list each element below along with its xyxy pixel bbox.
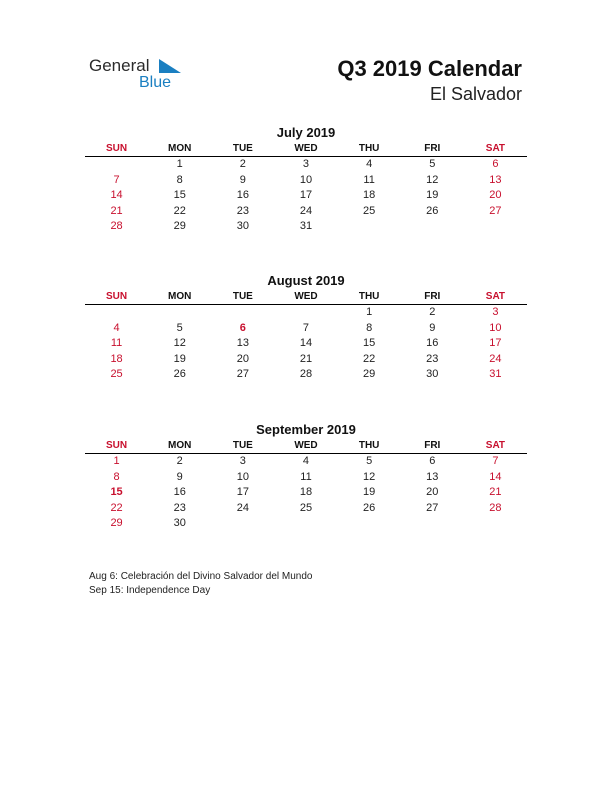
day-cell: 19 [363, 486, 376, 498]
day-cell: 19 [426, 189, 439, 201]
day-cell: 28 [489, 501, 502, 514]
holiday-notes [89, 570, 312, 598]
month-august [85, 272, 527, 383]
holiday-note: Sep 15: Independence Day [89, 585, 211, 596]
weekday-sat: SAT [485, 440, 506, 451]
week-row [85, 485, 527, 501]
day-cell: 22 [173, 204, 186, 217]
day-cell: 1 [366, 306, 373, 318]
day-cell: 12 [426, 173, 439, 186]
day-cell: 2 [239, 158, 246, 170]
day-cell: 16 [236, 189, 249, 201]
weekday-sat: SAT [485, 291, 506, 302]
weekday-mon: MON [168, 143, 192, 154]
day-cell [211, 516, 274, 532]
day-cell: 1 [176, 158, 183, 170]
day-cell: 15 [363, 337, 376, 349]
day-cell: 14 [489, 470, 502, 483]
day-cell: 17 [236, 486, 249, 498]
logo-triangle-icon [159, 59, 181, 73]
day-cell: 9 [176, 470, 183, 483]
weekday-wed: WED [294, 291, 318, 302]
day-cell: 15 [110, 486, 123, 498]
weekday-sat: SAT [485, 143, 506, 154]
country-subtitle: El Salvador [429, 84, 522, 104]
day-cell: 26 [173, 368, 186, 380]
day-cell: 13 [236, 337, 249, 349]
day-cell: 16 [173, 486, 186, 498]
day-cell: 24 [489, 352, 502, 365]
day-cell: 5 [429, 158, 436, 170]
weekday-tue: TUE [232, 291, 253, 302]
week-row [85, 219, 527, 235]
weekday-wed: WED [294, 143, 318, 154]
day-cell: 20 [236, 352, 249, 365]
day-cell: 29 [363, 368, 376, 380]
day-cell: 18 [299, 486, 313, 498]
day-cell: 7 [302, 321, 310, 334]
day-cell: 5 [176, 321, 183, 334]
week-row [85, 204, 527, 220]
day-cell: 25 [299, 501, 313, 514]
weekday-tue: TUE [232, 440, 253, 451]
weekday-thu: THU [358, 440, 380, 451]
day-cell: 20 [426, 486, 439, 498]
weekday-header [85, 290, 527, 305]
day-cell: 30 [236, 220, 249, 232]
day-cell: 14 [299, 337, 313, 349]
week-row [85, 173, 527, 189]
day-cell: 1 [113, 455, 120, 467]
week-row [85, 352, 527, 368]
day-cell [274, 516, 337, 532]
day-cell: 21 [489, 486, 502, 498]
day-cell: 28 [110, 220, 123, 232]
month-title: September 2019 [256, 422, 356, 437]
day-cell: 31 [489, 368, 502, 380]
day-cell: 17 [299, 189, 313, 201]
weekday-thu: THU [358, 143, 380, 154]
day-cell [464, 516, 527, 532]
day-cell: 10 [489, 321, 502, 334]
day-cell [85, 157, 148, 173]
day-cell: 30 [173, 517, 186, 529]
weekday-fri: FRI [424, 143, 441, 154]
day-cell: 28 [299, 368, 313, 380]
day-cell [464, 219, 527, 235]
day-cell: 9 [239, 173, 246, 186]
day-cell: 23 [173, 501, 186, 514]
day-cell: 26 [363, 501, 376, 514]
day-cell: 10 [236, 470, 249, 483]
day-cell: 9 [429, 321, 436, 334]
day-cell: 26 [426, 204, 439, 217]
day-cell: 7 [492, 455, 499, 467]
weekday-tue: TUE [232, 143, 253, 154]
day-cell: 3 [239, 455, 246, 467]
weekday-mon: MON [168, 440, 192, 451]
month-title: August 2019 [267, 273, 345, 288]
day-cell: 8 [176, 173, 183, 186]
day-cell: 3 [492, 306, 499, 318]
day-cell: 19 [173, 352, 186, 365]
day-cell [274, 305, 337, 321]
weekday-sun: SUN [106, 143, 128, 154]
day-cell: 31 [299, 220, 313, 232]
day-cell: 25 [363, 204, 376, 217]
day-cell: 8 [366, 321, 373, 334]
day-cell: 5 [366, 455, 373, 467]
generalblue-logo [89, 56, 199, 96]
day-cell [338, 219, 401, 235]
week-row [85, 454, 527, 470]
day-cell [338, 516, 401, 532]
day-cell: 16 [426, 337, 439, 349]
month-july [85, 124, 527, 235]
day-cell: 13 [426, 470, 439, 483]
day-cell: 24 [236, 501, 249, 514]
day-cell: 10 [299, 173, 313, 186]
day-cell: 4 [302, 455, 310, 467]
day-cell: 27 [236, 368, 249, 380]
day-cell: 22 [110, 501, 123, 514]
month-september [85, 421, 527, 532]
day-cell: 7 [113, 173, 120, 186]
day-cell: 29 [110, 517, 123, 529]
logo-word-blue: Blue [139, 74, 172, 91]
day-cell [148, 305, 211, 321]
week-row [85, 305, 527, 321]
weekday-sun: SUN [106, 440, 128, 451]
day-cell: 6 [492, 158, 499, 170]
weekday-wed: WED [294, 440, 318, 451]
day-cell: 6 [429, 455, 436, 467]
day-cell: 24 [299, 204, 313, 217]
weekday-thu: THU [358, 291, 380, 302]
week-row [85, 367, 527, 383]
day-cell: 23 [236, 204, 249, 217]
day-cell: 25 [110, 368, 123, 380]
week-row [85, 501, 527, 517]
weekday-sun: SUN [106, 291, 128, 302]
day-cell: 21 [110, 204, 123, 217]
day-cell: 29 [173, 220, 186, 232]
logo-word-general: General [89, 56, 150, 75]
day-cell: 30 [426, 368, 439, 380]
weekday-header [85, 439, 527, 454]
week-row [85, 470, 527, 486]
day-cell: 11 [363, 173, 375, 186]
day-cell: 18 [363, 189, 376, 201]
weekday-mon: MON [168, 291, 192, 302]
day-cell: 14 [110, 189, 123, 201]
day-cell [401, 219, 464, 235]
day-cell: 22 [363, 352, 376, 365]
day-cell: 4 [113, 321, 120, 334]
page-title: Q3 2019 Calendar [337, 56, 522, 81]
day-cell: 2 [429, 306, 436, 318]
day-cell: 8 [113, 470, 120, 483]
week-row [85, 157, 527, 173]
holiday-note: Aug 6: Celebración del Divino Salvador del Mundo [89, 571, 313, 582]
day-cell: 4 [366, 158, 373, 170]
day-cell: 20 [489, 189, 502, 201]
day-cell: 11 [300, 470, 312, 483]
day-cell: 12 [173, 337, 186, 349]
day-cell: 17 [489, 337, 502, 349]
day-cell: 21 [299, 352, 313, 365]
week-row [85, 336, 527, 352]
weekday-header [85, 142, 527, 157]
week-row [85, 188, 527, 204]
day-cell [401, 516, 464, 532]
day-cell: 18 [110, 352, 123, 365]
day-cell: 6 [239, 321, 246, 334]
day-cell: 27 [426, 501, 439, 514]
day-cell: 11 [110, 337, 123, 349]
day-cell: 15 [173, 189, 186, 201]
week-row [85, 321, 527, 337]
day-cell: 2 [176, 455, 183, 467]
week-row [85, 516, 527, 532]
day-cell: 13 [489, 173, 502, 186]
day-cell: 23 [426, 352, 439, 365]
day-cell: 27 [489, 204, 502, 217]
day-cell: 12 [363, 470, 376, 483]
day-cell [211, 305, 274, 321]
month-title: July 2019 [276, 125, 336, 140]
day-cell: 3 [302, 158, 310, 170]
weekday-fri: FRI [424, 440, 441, 451]
day-cell [85, 305, 148, 321]
weekday-fri: FRI [424, 291, 441, 302]
